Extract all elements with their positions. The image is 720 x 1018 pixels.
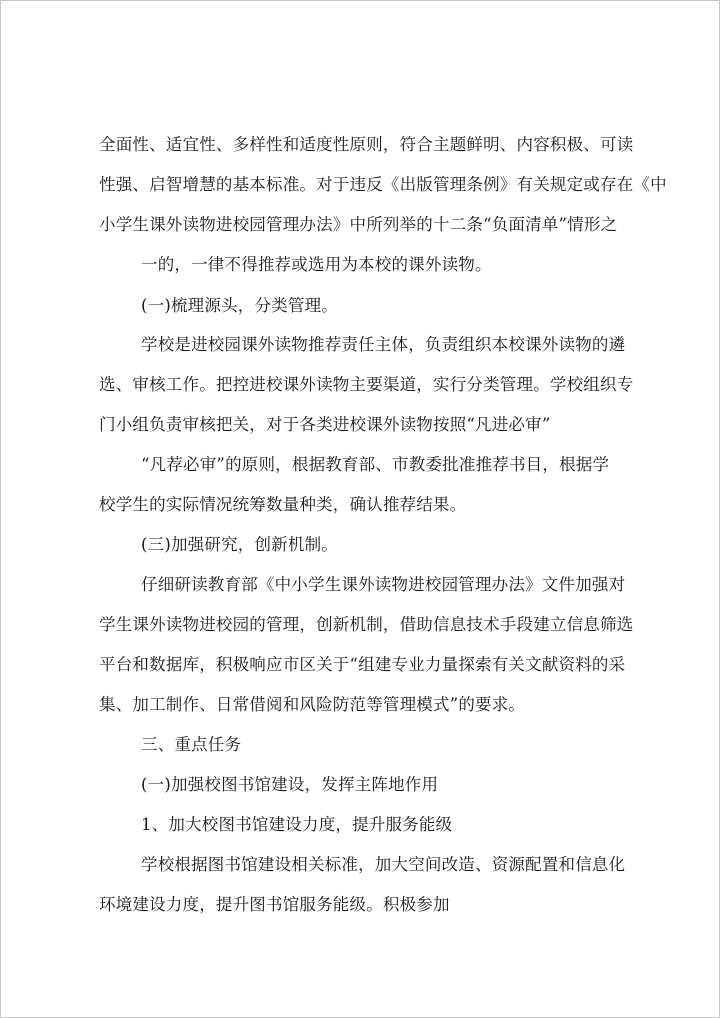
text-line: 一的，一律不得推荐或选用为本校的课外读物。 [141,255,492,274]
text-line: 集、加工制作、日常借阅和风险防范等管理模式”的要求。 [99,695,526,714]
text-line: 仔细研读教育部《中小学生课外读物进校园管理办法》文件加强对 [141,575,626,594]
text-line: 平台和数据库，积极响应市区关于“组建专业力量探索有关文献资料的采 [99,655,626,674]
text-line: 选、审核工作。把控进校课外读物主要渠道，实行分类管理。学校组织专 [99,375,634,394]
text-line: 全面性、适宜性、多样性和适度性原则，符合主题鲜明、内容积极、可读 [99,135,634,154]
text-line: 校学生的实际情况统筹数量种类，确认推荐结果。 [99,495,467,514]
section-heading: (一)梳理源头，分类管理。 [141,296,338,315]
section-heading: 1、加大校图书馆建设力度，提升服务能级 [141,815,453,834]
text-line: 环境建设力度，提升图书馆服务能级。积极参加 [99,895,450,914]
section-heading: (三)加强研究，创新机制。 [141,535,338,554]
text-line: 学校是进校园课外读物推荐责任主体，负责组织本校课外读物的遴 [141,335,626,354]
section-heading: (一)加强校图书馆建设，发挥主阵地作用 [141,775,439,794]
section-heading: 三、重点任务 [141,735,242,754]
text-line: “凡荐必审”的原则，根据教育部、市教委批准推荐书目，根据学 [141,455,610,474]
text-line: 性强、启智增慧的基本标准。对于违反《出版管理条例》有关规定或存在《中 [99,175,667,194]
text-line: 小学生课外读物进校园管理办法》中所列举的十二条“负面清单”情形之 [99,215,618,234]
text-line: 学生课外读物进校园的管理，创新机制，借助信息技术手段建立信息筛选 [99,615,634,634]
text-line: 门小组负责审核把关，对于各类进校课外读物按照“凡进必审” [99,415,551,434]
text-line: 学校根据图书馆建设相关标准，加大空间改造、资源配置和信息化 [141,855,626,874]
